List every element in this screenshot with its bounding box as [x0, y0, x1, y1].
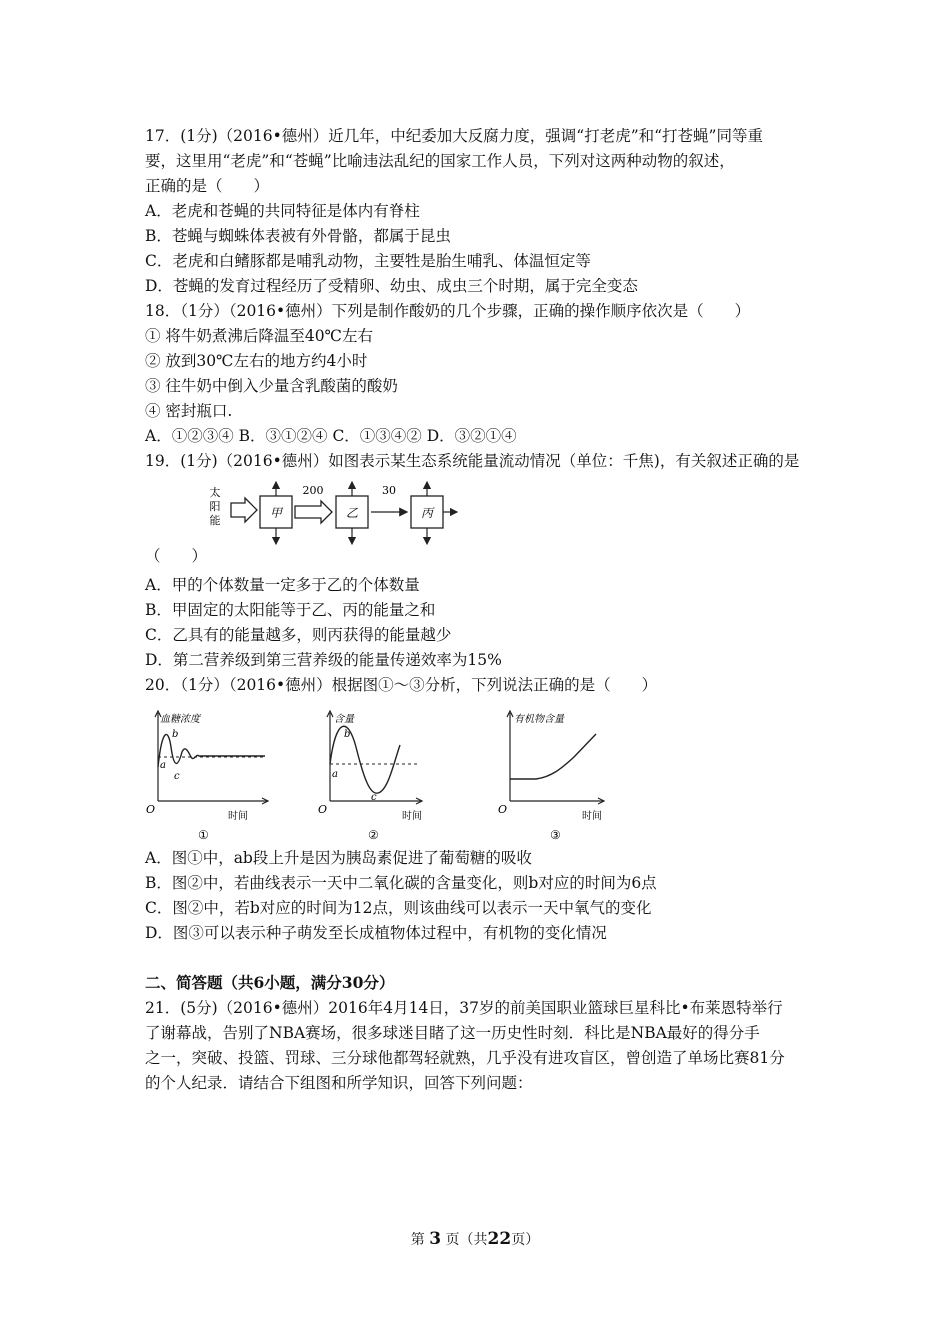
q21-line1: 21．(5分)（2016•德州）2016年4月14日，37岁的前美国职业篮球巨星科比•布莱恩特举行 — [145, 999, 783, 1017]
footer-middle: 页（共 — [445, 1232, 488, 1248]
graph-2-ylabel: 含量 — [334, 714, 354, 725]
sun-label-2: 阳 — [209, 500, 221, 513]
graph-2-xlabel: 时间 — [402, 811, 422, 822]
flow-200-label: 200 — [302, 484, 324, 497]
graph-2-origin: O — [318, 803, 328, 816]
section-2-heading: 二、简答题（共6小题，满分30分） — [145, 973, 395, 992]
graph-1-xlabel: 时间 — [228, 811, 248, 822]
graph-1-origin: O — [146, 803, 156, 816]
graph-2-point-b: b — [344, 729, 351, 740]
q19-option-c: C．乙具有的能量越多，则丙获得的能量越少 — [145, 626, 452, 644]
graph-2-point-c: c — [371, 792, 377, 803]
q20-option-c: C．图②中，若b对应的时间为12点，则该曲线可以表示一天中氧气的变化 — [145, 899, 652, 917]
q17-line3: 正确的是（ ） — [145, 177, 270, 195]
q20-option-d: D．图③可以表示种子萌发至长成植物体过程中，有机物的变化情况 — [145, 924, 607, 942]
q20-option-a: A．图①中，ab段上升是因为胰岛素促进了葡萄糖的吸收 — [145, 849, 532, 867]
graph-1-caption: ① — [198, 828, 209, 842]
q17-option-c: C．老虎和白鳍豚都是哺乳动物，主要牲是胎生哺乳、体温恒定等 — [145, 252, 591, 270]
q19-stem: 19．(1分)（2016•德州）如图表示某生态系统能量流动情况（单位：千焦)，有关叙述正确的是 — [145, 452, 800, 470]
graph-3-caption: ③ — [550, 828, 561, 842]
footer-page-number: 3 — [429, 1229, 442, 1249]
sun-label-3: 能 — [209, 514, 221, 527]
footer-total-pages: 22 — [487, 1229, 512, 1249]
hollow-arrow-200 — [295, 501, 332, 523]
q20-stem: 20．（1分）（2016•德州）根据图①～③分析，下列说法正确的是（ ） — [145, 676, 658, 694]
graph-3-ylabel: 有机物含量 — [514, 714, 564, 725]
q18-step-4: ④ 密封瓶口. — [145, 402, 233, 420]
graph-2-caption: ② — [368, 828, 379, 842]
q17-option-d: D．苍蝇的发育过程经历了受精卵、幼虫、成虫三个时期，属于完全变态 — [145, 277, 638, 295]
box-yi-label: 乙 — [345, 506, 359, 520]
q18-options: A．①②③④ B．③①②④ C．①③④② D．③②①④ — [145, 427, 517, 445]
q18-stem: 18．（1分）（2016•德州）下列是制作酸奶的几个步骤，正确的操作顺序依次是（ ） — [145, 302, 751, 320]
graph-1-point-c: c — [174, 771, 180, 782]
footer-suffix: 页） — [511, 1232, 540, 1248]
q20-option-b: B．图②中，若曲线表示一天中二氧化碳的含量变化，则b对应的时间为6点 — [145, 874, 657, 892]
q17-line1: 17．(1分)（2016•德州）近几年，中纪委加大反腐力度，强调“打老虎”和“打苍蝇”同等重 — [145, 127, 763, 145]
graph-1-blood-sugar — [140, 707, 280, 845]
q21-line2: 了谢幕战，告别了NBA赛场，很多球迷目睹了这一历史性时刻．科比是NBA最好的得分手 — [145, 1024, 760, 1042]
q19-paren: （ ） — [145, 547, 208, 565]
q17-option-a: A．老虎和苍蝇的共同特征是体内有脊柱 — [145, 202, 420, 220]
graph-1-point-a: a — [160, 760, 166, 771]
box-jia-label: 甲 — [269, 506, 283, 520]
q18-step-1: ① 将牛奶煮沸后降温至40℃左右 — [145, 327, 373, 345]
graph-3-organic-matter — [496, 707, 612, 845]
hollow-arrow-sun — [231, 498, 257, 522]
graph-3-xlabel: 时间 — [582, 811, 602, 822]
footer-prefix: 第 — [410, 1232, 425, 1248]
q18-step-2: ② 放到30℃左右的地方约4小时 — [145, 352, 368, 370]
q17-line2: 要，这里用“老虎”和“苍蝇”比喻违法乱纪的国家工作人员，下列对这两种动物的叙述， — [145, 152, 735, 170]
graph-2-content — [318, 707, 430, 845]
q21-line4: 的个人纪录．请结合下组图和所学知识，回答下列问题： — [145, 1074, 533, 1092]
q19-option-a: A．甲的个体数量一定多于乙的个体数量 — [145, 576, 420, 594]
box-bing-label: 丙 — [420, 506, 434, 520]
graph-1-point-b: b — [172, 729, 179, 740]
energy-flow-diagram — [205, 478, 465, 550]
graph-3-origin: O — [498, 803, 508, 816]
page-footer — [0, 1229, 950, 1249]
q18-step-3: ③ 往牛奶中倒入少量含乳酸菌的酸奶 — [145, 377, 398, 395]
q21-line3: 之一，突破、投篮、罚球、三分球他都驾轻就熟，几乎没有进攻盲区，曾创造了单场比赛81分 — [145, 1049, 785, 1067]
q19-option-b: B．甲固定的太阳能等于乙、丙的能量之和 — [145, 601, 436, 619]
flow-30-label: 30 — [382, 484, 396, 497]
graph-2-point-a: a — [332, 769, 338, 780]
sun-label-1: 太 — [209, 486, 221, 499]
graph-1-ylabel: 血糖浓度 — [160, 714, 200, 725]
q19-option-d: D．第二营养级到第三营养级的能量传递效率为15% — [145, 651, 502, 669]
q17-option-b: B．苍蝇与蜘蛛体表被有外骨骼，都属于昆虫 — [145, 227, 451, 245]
